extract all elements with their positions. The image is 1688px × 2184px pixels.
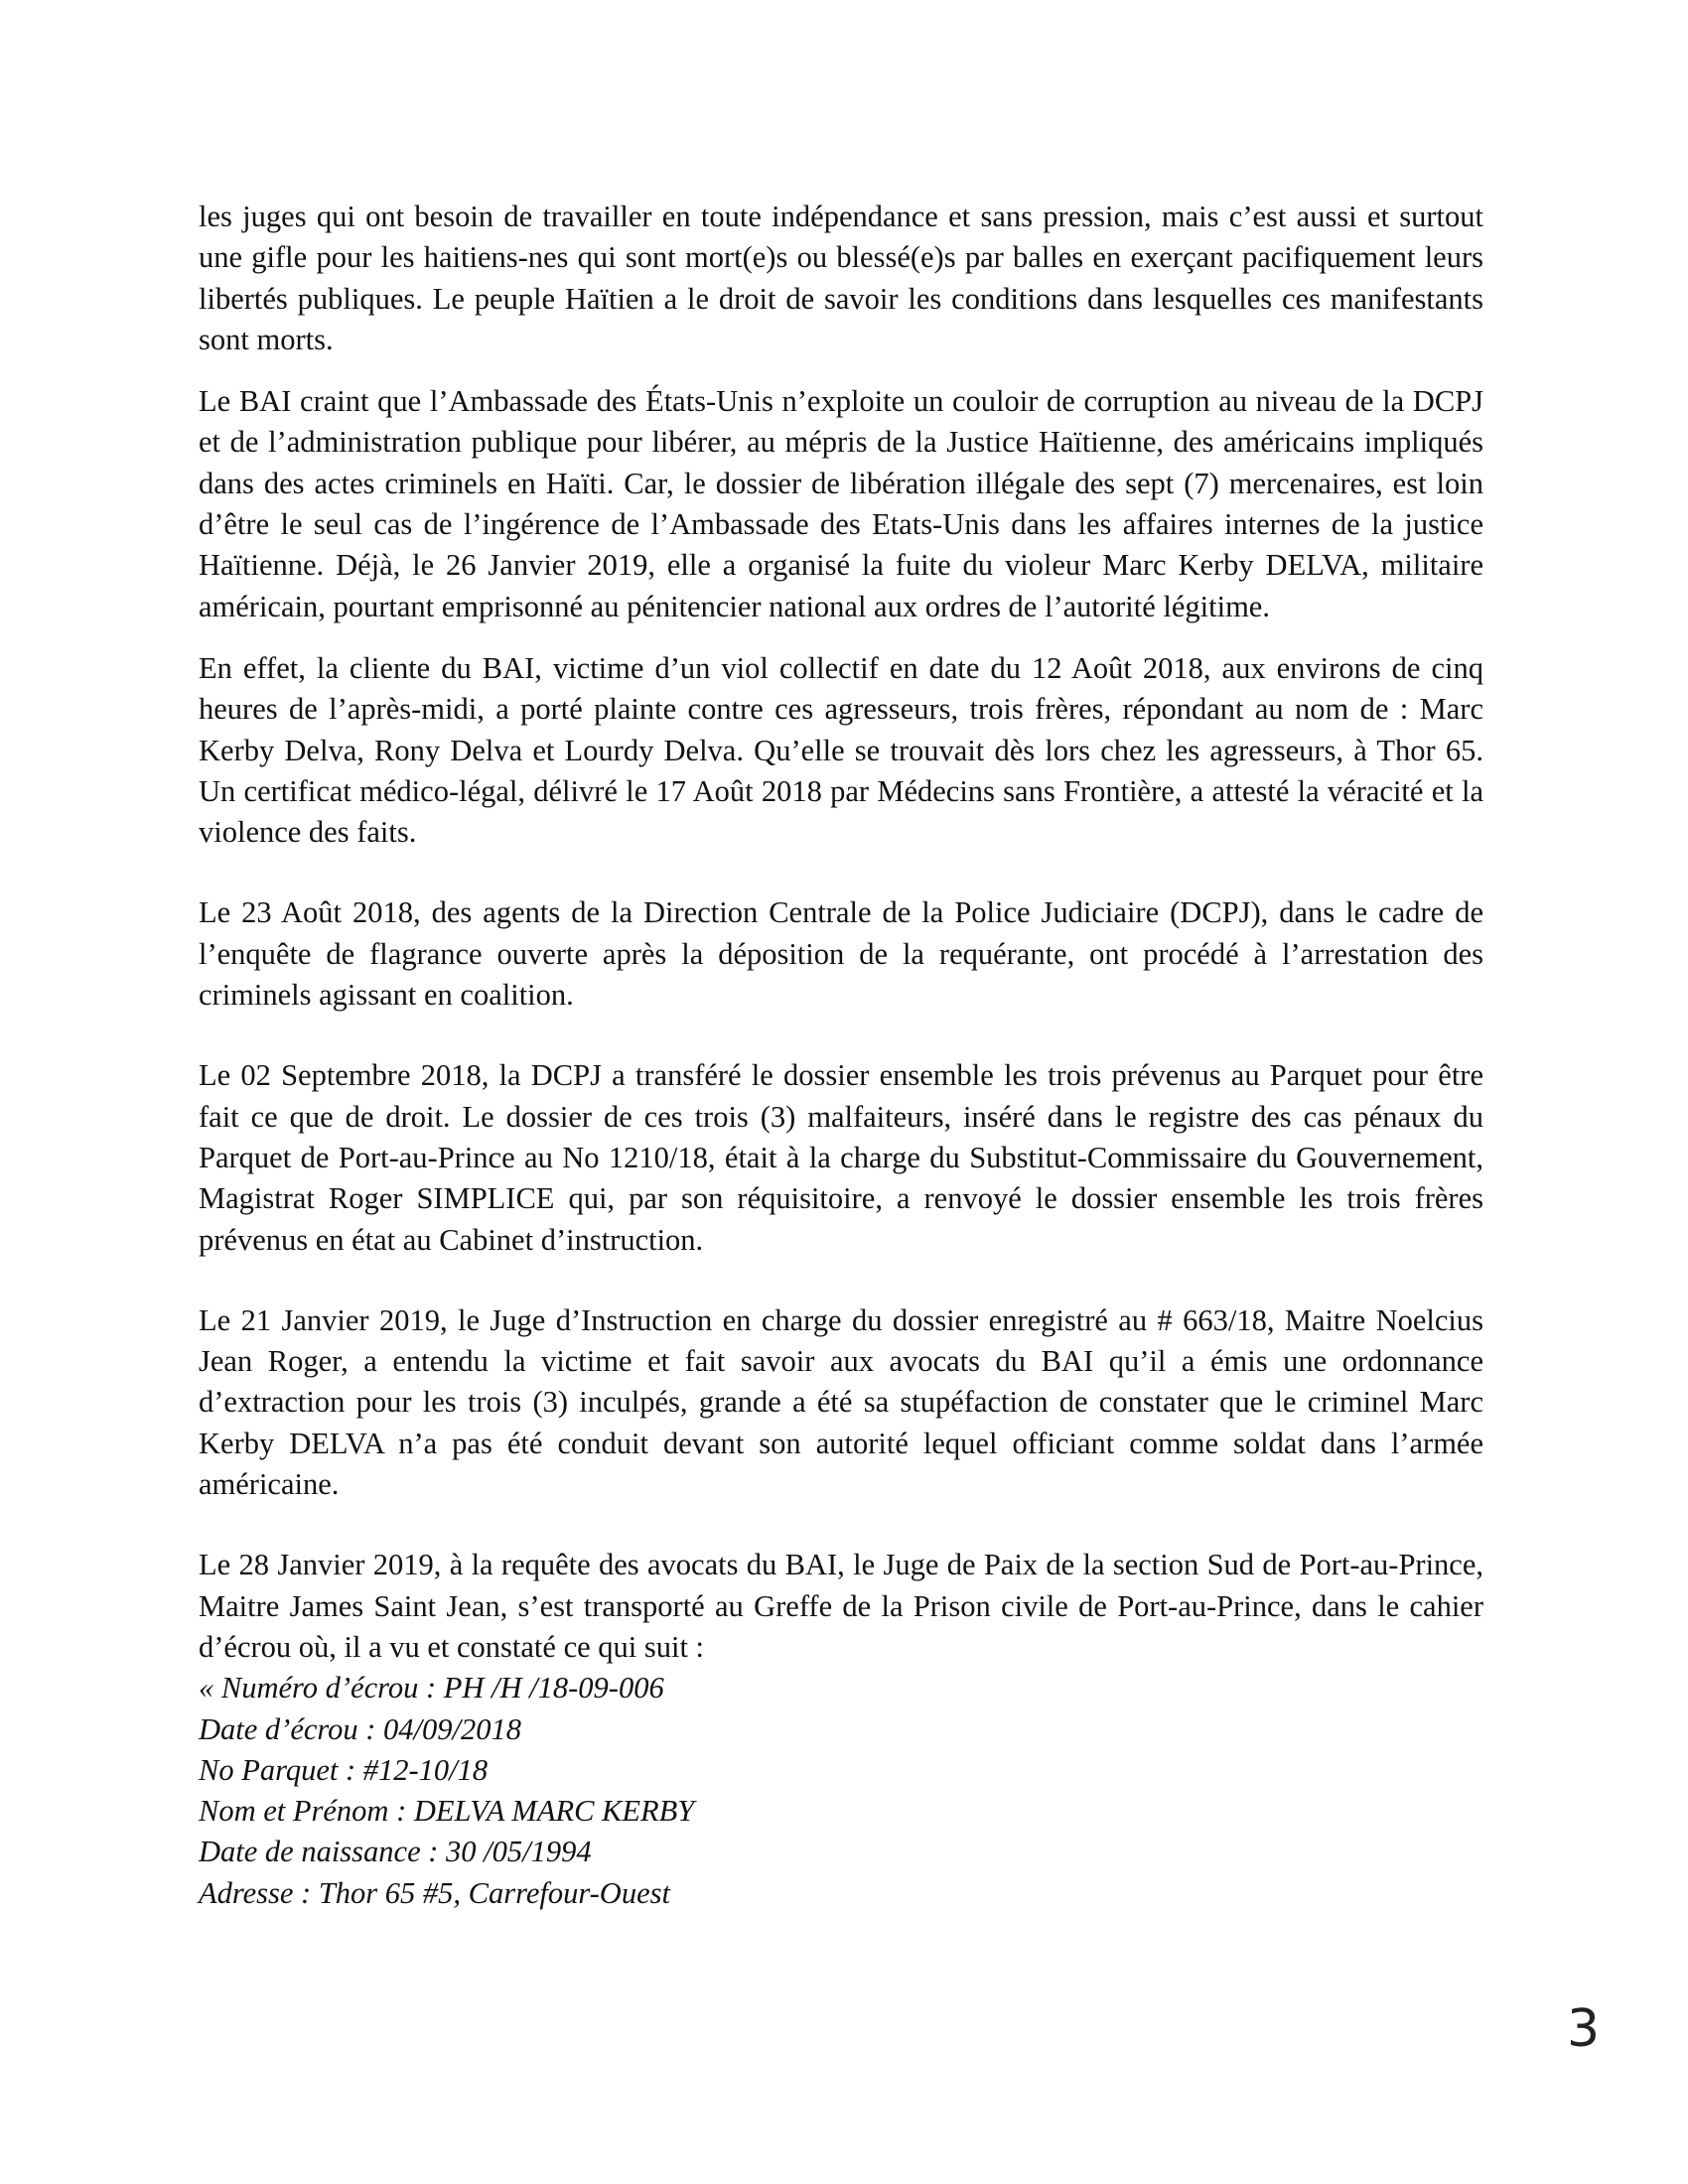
- record-line-number: « Numéro d’écrou : PH /H /18-09-006: [199, 1671, 664, 1706]
- record-line-date: Date d’écrou : 04/09/2018: [199, 1711, 521, 1746]
- paragraph-arrest: Le 23 Août 2018, des agents de la Direction Centrale de la Police Judiciaire (DCPJ), dans le cadre de l’enquête de flagrance ouverte après la déposition de la requérante, ont procédé à l’arrestation des criminels agissant en coalition.: [199, 895, 1483, 1013]
- record-line-name: Nom et Prénom : DELVA MARC KERBY: [199, 1794, 695, 1829]
- paragraph-justice-of-peace: Le 28 Janvier 2019, à la requête des avocats du BAI, le Juge de Paix de la section Sud de Port-au-Prince, Maitre James Saint Jean, s’est transporté au Greffe de la Prison civile de Port-au-Prince, dans le cahier d’écrou où, il a vu et constaté ce qui suit :: [199, 1548, 1483, 1664]
- prison-record-excerpt: [199, 1668, 1483, 1914]
- record-line-birthdate: Date de naissance : 30 /05/1994: [199, 1835, 592, 1869]
- record-line-address: Adresse : Thor 65 #5, Carrefour-Ouest: [199, 1875, 670, 1910]
- paragraph-bai-concern: Le BAI craint que l’Ambassade des États-Unis n’exploite un couloir de corruption au niveau de la DCPJ et de l’administration publique pour libérer, au mépris de la Justice Haïtienne, des américains impliqués dans des actes criminels en Haïti. Car, le dossier de libération illégale des sept (7) mercenaires, est loin d’être le seul cas de l’ingérence de l’Ambassade des Etats-Unis dans les affaires internes de la justice Haïtienne. Déjà, le 26 Janvier 2019, elle a organisé la fuite du violeur Marc Kerby DELVA, militaire américain, pourtant emprisonné au pénitencier national aux ordres de l’autorité légitime.: [199, 384, 1483, 623]
- paragraph-transfer: Le 02 Septembre 2018, la DCPJ a transféré le dossier ensemble les trois prévenus au Parquet pour être fait ce que de droit. Le dossier de ces trois (3) malfaiteurs, inséré dans le registre des cas pénaux du Parquet de Port-au-Prince au No 1210/18, était à la charge du Substitut-Commissaire du Gouvernement, Magistrat Roger SIMPLICE qui, par son réquisitoire, a renvoyé le dossier ensemble les trois frères prévenus en état au Cabinet d’instruction.: [199, 1058, 1483, 1257]
- page-number: 3: [1567, 1999, 1601, 2059]
- paragraph-intro-continuation: les juges qui ont besoin de travailler en toute indépendance et sans pression, mais c’est aussi et surtout une gifle pour les haitiens-nes qui sont mort(e)s ou blessé(e)s par balles en exerçant pacifiquement leurs libertés publiques. Le peuple Haïtien a le droit de savoir les conditions dans lesquelles ces manifestants sont morts.: [199, 200, 1483, 356]
- paragraph-investigating-judge: Le 21 Janvier 2019, le Juge d’Instruction en charge du dossier enregistré au # 663/18, Maitre Noelcius Jean Roger, a entendu la victime et fait savoir aux avocats du BAI qu’il a émis une ordonnance d’extraction pour les trois (3) inculpés, grande a été sa stupéfaction de constater que le criminel Marc Kerby DELVA n’a pas été conduit devant son autorité lequel officiant comme soldat dans l’armée américaine.: [199, 1302, 1483, 1502]
- document-body: [199, 197, 1483, 1914]
- paragraph-complaint: En effet, la cliente du BAI, victime d’un viol collectif en date du 12 Août 2018, aux environs de cinq heures de l’après-midi, a porté plainte contre ces agresseurs, trois frères, répondant au nom de : Marc Kerby Delva, Rony Delva et Lourdy Delva. Qu’elle se trouvait dès lors chez les agresseurs, à Thor 65. Un certificat médico-légal, délivré le 17 Août 2018 par Médecins sans Frontière, a attesté la véracité et la violence des faits.: [199, 650, 1483, 850]
- record-line-parquet: No Parquet : #12-10/18: [199, 1752, 489, 1787]
